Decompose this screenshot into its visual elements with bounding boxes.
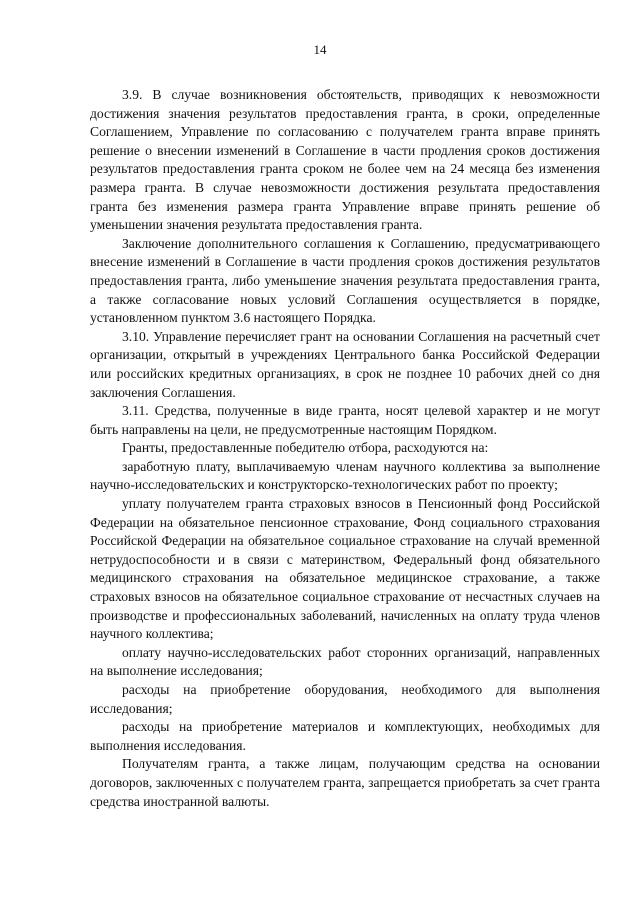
list-item-equipment: расходы на приобретение оборудования, необходимого для выполнения исследования; — [90, 682, 600, 716]
document-body — [90, 86, 600, 811]
paragraph-additional-agreement: Заключение дополнительного соглашения к Соглашению, предусматривающего внесение изменений в Соглашение в части продления сроков достижения результатов предоставления гранта, либо уменьшение значения результата предоставления гранта, а также согласование новых условий Соглашения осуществляется в порядке, установленном пунктом 3.6 настоящего Порядка. — [90, 235, 600, 326]
paragraph-3-11: 3.11. Средства, полученные в виде гранта, носят целевой характер и не могут быть направлены на цели, не предусмотренные настоящим Порядком. — [90, 403, 600, 437]
page-number: 14 — [313, 42, 327, 57]
paragraph-3-9: 3.9. В случае возникновения обстоятельств, приводящих к невозможности достижения значения результатов предоставления гранта, в сроки, определенные Соглашением, Управление по согласованию с получателем гранта вправе принять решение о внесении изменений в Соглашение в части продления сроков достижения результатов предоставления гранта сроком не более чем на 24 месяца без изменения размера гранта. В случае невозможности достижения результата предоставления гранта без изменения размера гранта Управление вправе принять решение об уменьшении значения результата предоставления гранта. — [90, 87, 600, 233]
list-item-materials: расходы на приобретение материалов и комплектующих, необходимых для выполнения исследования. — [90, 719, 600, 753]
paragraph-foreign-currency-ban: Получателям гранта, а также лицам, получающим средства на основании договоров, заключенных с получателем гранта, запрещается приобретать за счет гранта средства иностранной валюты. — [90, 756, 600, 809]
paragraph-grants-spent-on: Гранты, предоставленные победителю отбора, расходуются на: — [122, 440, 489, 456]
list-item-third-party-research: оплату научно-исследовательских работ сторонних организаций, направленных на выполнение исследования; — [90, 644, 600, 679]
paragraph-3-10: 3.10. Управление перечисляет грант на основании Соглашения на расчетный счет организации, открытый в учреждениях Центрального банка Российской Федерации или российских кредитных организациях, в срок не позднее 10 рабочих дней со дня заключения Соглашения. — [90, 328, 600, 400]
list-item-insurance-contributions: уплату получателем гранта страховых взносов в Пенсионный фонд Российской Федерации на обязательное пенсионное страхование, Фонд социального страхования Российской Федерации на обязательное социальное страхование на случай временной нетрудоспособности и в связи с материнством, Федеральный фонд обязательного медицинского страхования на обязательное медицинское страхование, а также страховых взносов на обязательное социальное страхование от несчастных случаев на производстве и профессиональных заболеваний, начисленных на оплату труда членов научного коллектива; — [90, 496, 600, 642]
list-item-salary: заработную плату, выплачиваемую членам научного коллектива за выполнение научно-исследовательских и конструкторско-технологических работ по проекту; — [90, 458, 600, 493]
